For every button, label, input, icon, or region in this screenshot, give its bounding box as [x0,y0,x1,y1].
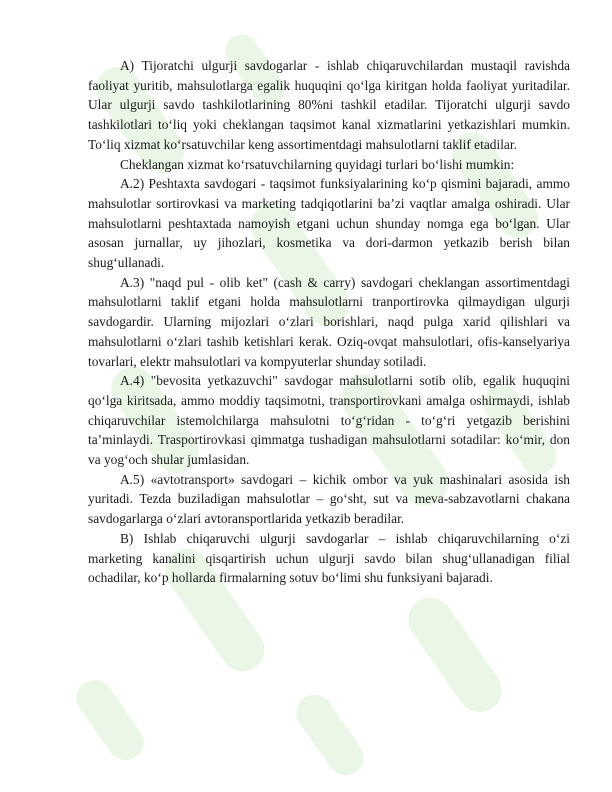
paragraph-a-tijoratchi: A) Tijoratchi ulgurji savdogarlar - ishlab chiqaruvchilardan mustaqil ravishda faoliyat yuritib, mahsulotlarga egalik huquqini qo‘lga kiritgan holda faoliyat yuritadilar. Ular ulgurji savdo tashkilotlarining 80%ni tashkil etadilar. Tijoratchi ulgurji savdo tashkilotlari to‘liq yoki cheklangan taqsimot kanal xizmatlarini yetkazishlari mumkin. To‘liq xizmat ko‘rsatuvchilar keng assortimentdagi mahsulotlarni taklif etadilar. [88,58,570,152]
paragraph-a4-bevosita: A.4) "bevosita yetkazuvchi" savdogar mahsulotlarni sotib olib, egalik huquqini qo‘lga kiritsada, ammo moddiy taqsimotni, transportirovkani amalga oshirmaydi, ishlab chiqaruvchilar istemolchilarga mahsulotni to‘g‘ridan - to‘g‘ri yetgazib berishini ta’minlaydi. Trasportirovkasi qimmatga tushadigan mahsulotlarni sotadilar: ko‘mir, don va yog‘och shular jumlasidan. [88,373,570,468]
body-text [88,56,570,588]
paragraph-a5-avtotransport: A.5) «avtotransport» savdogari – kichik ombor va yuk mashinalari asosida ish yuritadi. Tezda buziladigan mahsulotlar – go‘sht, sut va meva-sabzavotlarni chakana savdogarlarga o‘zlari avtoransportlarida yetkazib beradilar. [88,471,570,527]
paragraph-a3-cash-carry: A.3) "naqd pul - olib ket" (cash & carry) savdogari cheklangan assortimentdagi mahsulotlarni taklif etgani holda mahsulotlarni tranportirovka qilmaydigan ulgurji savdogardir. Ularning mijozlari o‘zlari borishlari, naqd pulga xarid qilishlari va mahsulotlarni o‘zlari tashib ketishlari kerak. Oziq-ovqat mahsulotlari, ofis-kanselyariya tovarlari, elektr mahsulotlari va kompyuterlar shunday sotiladi. [88,274,570,369]
paragraph-a2-peshtaxta: A.2) Peshtaxta savdogari - taqsimot funksiyalarining ko‘p qismini bajaradi, ammo mahsulotlar sortirovkasi va marketing tadqiqotlarini ba’zi vaqtlar amalga oshiradi. Ular mahsulotlarni peshtaxtada namoyish etgani uchun shunday nomga ega bo‘lgan. Ular asosan jurnallar, uy jihozlari, kosmetika va dori-darmon yetkazib berish bilan shug‘ullanadi. [88,176,570,271]
paragraph-b-ishlab-chiqaruvchi: B) Ishlab chiqaruvchi ulgurji savdogarlar – ishlab chiqaruvchilarning o‘zi marketing kanalini qisqartirish uchun ulgurji savdo bilan shug‘ullanadigan filial ochadilar, ko‘p hollarda firmalarning sotuv bo‘limi shu funksiyani bajaradi. [88,530,570,586]
paragraph-cheklangan-turlari: Cheklangan xizmat ko‘rsatuvchilarning quyidagi turlari bo‘lishi mumkin: [120,156,515,172]
